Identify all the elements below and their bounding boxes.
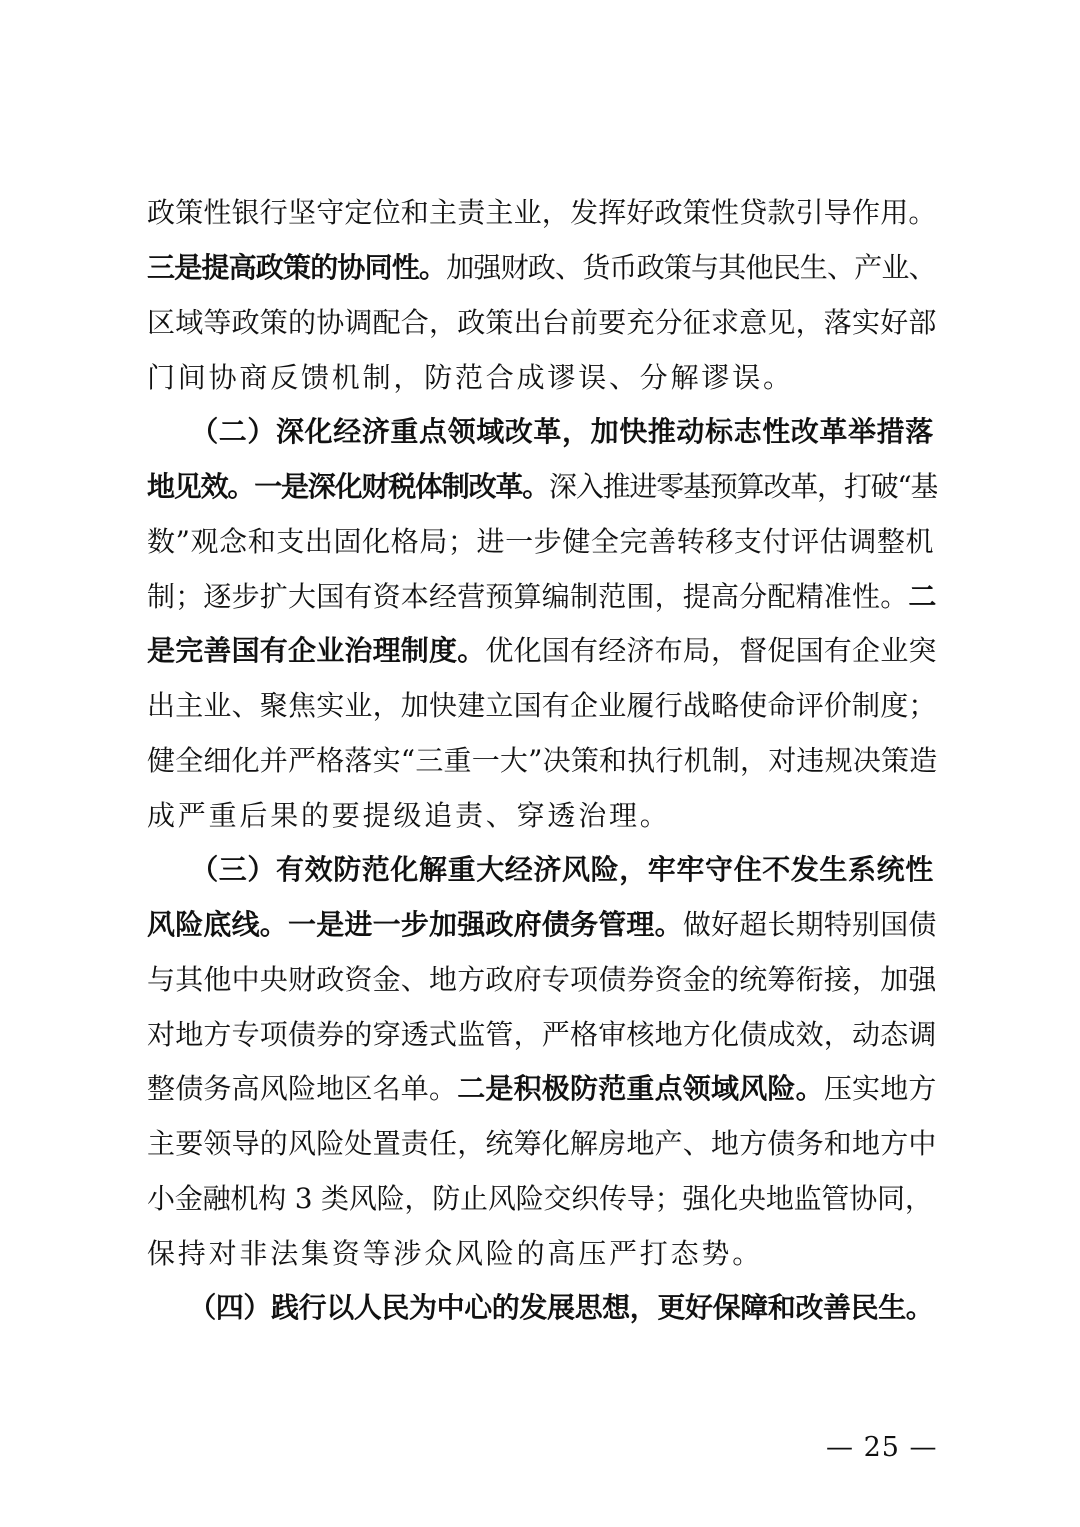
body-line: 出主业、聚焦实业，加快建立国有企业履行战略使命评价制度； [147,689,937,722]
section-heading-line: （二）深化经济重点领域改革，加快推动标志性改革举措落 [147,415,934,448]
body-line: 风险底线。一是进一步加强政府债务管理。做好超长期特别国债 [147,908,937,941]
body-line: 是完善国有企业治理制度。优化国有经济布局，督促国有企业突 [147,634,937,667]
body-line: 保持对非法集资等涉众风险的高压严打态势。 [147,1237,764,1270]
body-line: 数”观念和支出固化格局；进一步健全完善转移支付评估调整机 [147,525,935,558]
section-heading-line: （四）践行以人民为中心的发展思想，更好保障和改善民生。 [147,1291,934,1324]
body-line: 三是提高政策的协同性。加强财政、货币政策与其他民生、产业、 [147,251,936,284]
body-line: 小金融机构 3 类风险，防止风险交织传导；强化央地监管协同， [147,1182,933,1215]
body-line: 区域等政策的协调配合，政策出台前要充分征求意见，落实好部 [147,306,937,339]
body-line: 门间协商反馈机制，防范合成谬误、分解谬误。 [147,361,794,394]
body-line: 健全细化并严格落实“三重一大”决策和执行机制，对违规决策造 [147,744,937,777]
page-number: — 25 — [826,1432,938,1463]
body-line: 成严重后果的要提级追责、穿透治理。 [147,799,671,832]
section-heading-line: （三）有效防范化解重大经济风险，牢牢守住不发生系统性 [147,853,934,886]
body-line: 整债务高风险地区名单。二是积极防范重点领域风险。压实地方 [147,1072,937,1105]
body-line: 制；逐步扩大国有资本经营预算编制范围，提高分配精准性。二 [147,580,937,613]
body-line: 政策性银行坚守定位和主责主业，发挥好政策性贷款引导作用。 [147,196,937,229]
body-line: 主要领导的风险处置责任，统筹化解房地产、地方债务和地方中 [147,1127,937,1160]
body-line: 地见效。一是深化财税体制改革。深入推进零基预算改革，打破“基 [147,470,937,503]
body-line: 对地方专项债券的穿透式监管，严格审核地方化债成效，动态调 [147,1018,937,1051]
body-line: 与其他中央财政资金、地方政府专项债券资金的统筹衔接，加强 [147,963,937,996]
